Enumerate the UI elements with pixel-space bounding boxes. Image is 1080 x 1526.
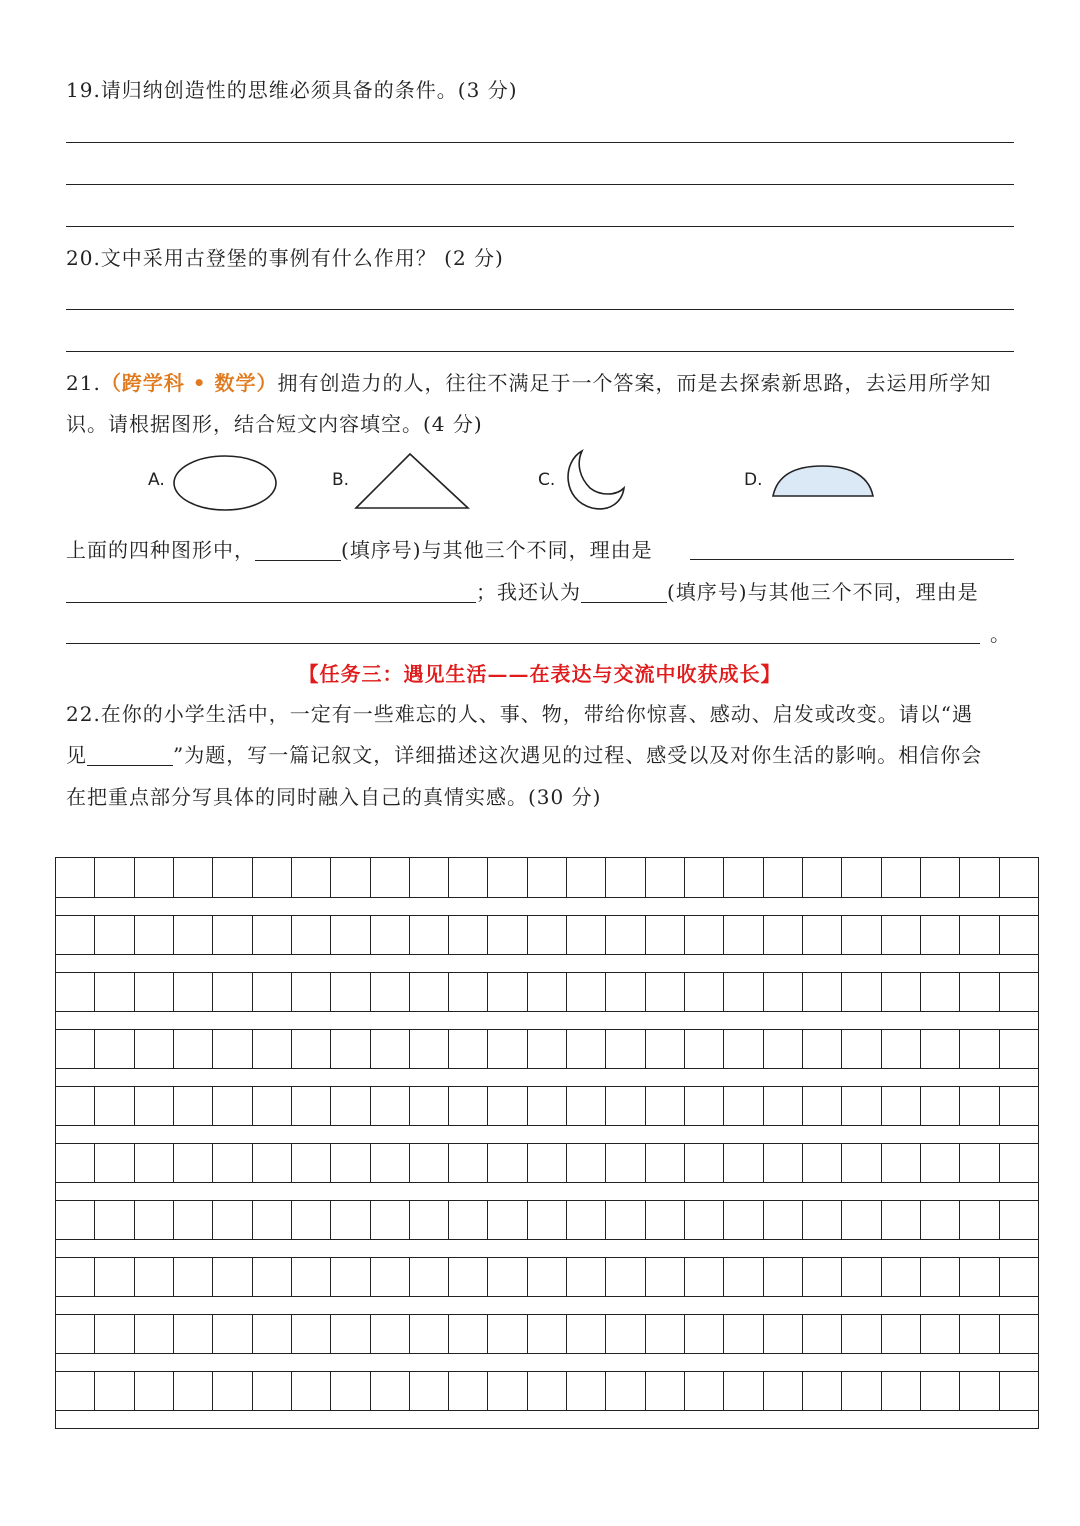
- grid-cell[interactable]: [213, 1372, 252, 1410]
- question-21-number: 21.: [66, 371, 101, 395]
- grid-cell[interactable]: [174, 1030, 213, 1068]
- answer-line[interactable]: [66, 226, 1014, 227]
- grid-cell[interactable]: [174, 1315, 213, 1353]
- grid-cell[interactable]: [253, 1201, 292, 1239]
- grid-cell[interactable]: [724, 1087, 763, 1125]
- grid-cell[interactable]: [646, 1372, 685, 1410]
- question-22-line3: 在把重点部分写具体的同时融入自己的真情实感。(30 分): [66, 785, 602, 809]
- grid-cell[interactable]: [724, 973, 763, 1011]
- grid-cell[interactable]: [606, 1201, 645, 1239]
- writing-grid[interactable]: [55, 857, 1039, 1429]
- grid-cell[interactable]: [410, 858, 449, 897]
- grid-cell[interactable]: [882, 1372, 921, 1410]
- grid-cell[interactable]: [606, 858, 645, 897]
- grid-cell[interactable]: [292, 1372, 331, 1410]
- grid-cell[interactable]: [56, 973, 95, 1011]
- grid-cell[interactable]: [292, 1144, 331, 1182]
- grid-cell[interactable]: [213, 916, 252, 954]
- grid-cell[interactable]: [1000, 858, 1038, 897]
- grid-row[interactable]: [56, 1086, 1038, 1126]
- grid-cell[interactable]: [764, 1030, 803, 1068]
- answer-blank[interactable]: [690, 559, 1014, 560]
- grid-cell[interactable]: [764, 916, 803, 954]
- grid-cell[interactable]: [764, 1087, 803, 1125]
- grid-cell[interactable]: [567, 858, 606, 897]
- grid-cell[interactable]: [292, 916, 331, 954]
- grid-row[interactable]: [56, 1371, 1038, 1411]
- grid-cell[interactable]: [56, 1030, 95, 1068]
- grid-row[interactable]: [56, 858, 1038, 898]
- grid-cell[interactable]: [56, 1372, 95, 1410]
- grid-cell[interactable]: [921, 916, 960, 954]
- grid-cell[interactable]: [606, 1372, 645, 1410]
- grid-cell[interactable]: [174, 1372, 213, 1410]
- grid-cell[interactable]: [882, 1087, 921, 1125]
- grid-cell[interactable]: [960, 1258, 999, 1296]
- grid-cell[interactable]: [95, 1087, 134, 1125]
- grid-cell[interactable]: [95, 1201, 134, 1239]
- grid-cell[interactable]: [1000, 1201, 1038, 1239]
- grid-cell[interactable]: [882, 973, 921, 1011]
- grid-cell[interactable]: [135, 916, 174, 954]
- grid-cell[interactable]: [646, 858, 685, 897]
- grid-cell[interactable]: [764, 1201, 803, 1239]
- grid-cell[interactable]: [921, 858, 960, 897]
- answer-blank[interactable]: [66, 580, 476, 603]
- grid-cell[interactable]: [606, 973, 645, 1011]
- grid-cell[interactable]: [921, 973, 960, 1011]
- grid-cell[interactable]: [567, 1258, 606, 1296]
- grid-cell[interactable]: [449, 1030, 488, 1068]
- grid-cell[interactable]: [449, 858, 488, 897]
- triangle-shape-icon: [352, 450, 472, 512]
- grid-cell[interactable]: [331, 916, 370, 954]
- grid-cell[interactable]: [803, 1315, 842, 1353]
- grid-cell[interactable]: [882, 1201, 921, 1239]
- grid-cell[interactable]: [253, 858, 292, 897]
- grid-cell[interactable]: [371, 1201, 410, 1239]
- grid-cell[interactable]: [253, 1087, 292, 1125]
- grid-cell[interactable]: [921, 1201, 960, 1239]
- question-21-line1: [66, 369, 992, 397]
- grid-cell[interactable]: [724, 1258, 763, 1296]
- grid-cell[interactable]: [488, 1030, 527, 1068]
- grid-cell[interactable]: [1000, 1087, 1038, 1125]
- grid-cell[interactable]: [1000, 1030, 1038, 1068]
- grid-cell[interactable]: [921, 1258, 960, 1296]
- grid-cell[interactable]: [685, 1258, 724, 1296]
- grid-cell[interactable]: [56, 1087, 95, 1125]
- grid-cell[interactable]: [724, 916, 763, 954]
- grid-cell[interactable]: [135, 1372, 174, 1410]
- question-22-line2: 见 ”为题，写一篇记叙文，详细描述这次遇见的过程、感受以及对你生活的影响。相信你会: [66, 743, 983, 767]
- grid-cell[interactable]: [174, 1258, 213, 1296]
- grid-cell[interactable]: [1000, 1372, 1038, 1410]
- grid-cell[interactable]: [646, 1030, 685, 1068]
- answer-blank[interactable]: [66, 643, 980, 644]
- grid-cell[interactable]: [371, 1258, 410, 1296]
- grid-cell[interactable]: [842, 858, 881, 897]
- grid-cell[interactable]: [213, 1315, 252, 1353]
- grid-row[interactable]: [56, 972, 1038, 1012]
- grid-cell[interactable]: [449, 1201, 488, 1239]
- grid-cell[interactable]: [764, 1315, 803, 1353]
- grid-cell[interactable]: [528, 1087, 567, 1125]
- grid-cell[interactable]: [960, 1144, 999, 1182]
- grid-cell[interactable]: [135, 1258, 174, 1296]
- grid-cell[interactable]: [1000, 1315, 1038, 1353]
- grid-cell[interactable]: [803, 916, 842, 954]
- grid-cell[interactable]: [95, 858, 134, 897]
- grid-cell[interactable]: [371, 1087, 410, 1125]
- grid-cell[interactable]: [803, 1087, 842, 1125]
- grid-cell[interactable]: [606, 1315, 645, 1353]
- shape-label-a: A.: [148, 470, 165, 490]
- grid-cell[interactable]: [410, 973, 449, 1011]
- grid-cell[interactable]: [95, 1030, 134, 1068]
- grid-row[interactable]: [56, 1143, 1038, 1183]
- grid-cell[interactable]: [528, 1201, 567, 1239]
- semi-ellipse-shape-icon: [770, 462, 876, 502]
- grid-cell[interactable]: [567, 973, 606, 1011]
- grid-cell[interactable]: [528, 1030, 567, 1068]
- grid-cell[interactable]: [960, 858, 999, 897]
- grid-cell[interactable]: [253, 1144, 292, 1182]
- grid-cell[interactable]: [921, 1030, 960, 1068]
- shape-figures: [140, 448, 900, 518]
- grid-cell[interactable]: [685, 973, 724, 1011]
- grid-cell[interactable]: [449, 916, 488, 954]
- grid-cell[interactable]: [371, 1144, 410, 1182]
- grid-cell[interactable]: [724, 1030, 763, 1068]
- grid-cell[interactable]: [803, 1030, 842, 1068]
- grid-cell[interactable]: [292, 858, 331, 897]
- grid-cell[interactable]: [331, 1315, 370, 1353]
- grid-cell[interactable]: [842, 1372, 881, 1410]
- grid-cell[interactable]: [1000, 1258, 1038, 1296]
- grid-cell[interactable]: [410, 1372, 449, 1410]
- grid-cell[interactable]: [646, 916, 685, 954]
- grid-cell[interactable]: [882, 1258, 921, 1296]
- grid-cell[interactable]: [567, 1087, 606, 1125]
- grid-cell[interactable]: [764, 1258, 803, 1296]
- grid-cell[interactable]: [528, 1144, 567, 1182]
- grid-cell[interactable]: [292, 1087, 331, 1125]
- title-blank[interactable]: [87, 743, 173, 766]
- grid-cell[interactable]: [488, 1201, 527, 1239]
- grid-cell[interactable]: [331, 1144, 370, 1182]
- grid-cell[interactable]: [488, 1372, 527, 1410]
- shape-label-c: C.: [538, 470, 556, 490]
- grid-cell[interactable]: [56, 1201, 95, 1239]
- grid-cell[interactable]: [56, 858, 95, 897]
- grid-cell[interactable]: [882, 1315, 921, 1353]
- grid-cell[interactable]: [606, 1030, 645, 1068]
- grid-cell[interactable]: [724, 1315, 763, 1353]
- grid-cell[interactable]: [567, 916, 606, 954]
- grid-cell[interactable]: [135, 858, 174, 897]
- grid-cell[interactable]: [135, 1315, 174, 1353]
- grid-cell[interactable]: [213, 1087, 252, 1125]
- grid-cell[interactable]: [567, 1030, 606, 1068]
- grid-cell[interactable]: [449, 973, 488, 1011]
- grid-cell[interactable]: [410, 1315, 449, 1353]
- grid-cell[interactable]: [174, 858, 213, 897]
- grid-cell[interactable]: [174, 1087, 213, 1125]
- grid-cell[interactable]: [135, 1144, 174, 1182]
- fill-in-line-1: 上面的四种图形中， (填序号)与其他三个不同，理由是: [66, 538, 653, 562]
- grid-cell[interactable]: [174, 973, 213, 1011]
- grid-cell[interactable]: [803, 973, 842, 1011]
- grid-cell[interactable]: [331, 973, 370, 1011]
- grid-cell[interactable]: [488, 1315, 527, 1353]
- grid-cell[interactable]: [95, 1258, 134, 1296]
- cross-subject-tag: （跨学科 • 数学）: [100, 371, 278, 395]
- grid-cell[interactable]: [488, 858, 527, 897]
- question-22-line1: 22.在你的小学生活中，一定有一些难忘的人、事、物，带给你惊喜、感动、启发或改变。请以“遇: [66, 702, 974, 726]
- grid-cell[interactable]: [1000, 1144, 1038, 1182]
- answer-blank[interactable]: [255, 538, 341, 561]
- grid-cell[interactable]: [449, 1087, 488, 1125]
- grid-cell[interactable]: [488, 973, 527, 1011]
- grid-cell[interactable]: [842, 1258, 881, 1296]
- grid-cell[interactable]: [567, 1372, 606, 1410]
- grid-cell[interactable]: [882, 1030, 921, 1068]
- grid-cell[interactable]: [488, 916, 527, 954]
- grid-cell[interactable]: [331, 1087, 370, 1125]
- grid-cell[interactable]: [882, 916, 921, 954]
- grid-cell[interactable]: [724, 1201, 763, 1239]
- grid-cell[interactable]: [488, 1144, 527, 1182]
- grid-cell[interactable]: [56, 916, 95, 954]
- grid-cell[interactable]: [95, 1315, 134, 1353]
- grid-cell[interactable]: [646, 1258, 685, 1296]
- grid-cell[interactable]: [292, 1315, 331, 1353]
- grid-cell[interactable]: [882, 858, 921, 897]
- grid-cell[interactable]: [174, 1201, 213, 1239]
- grid-cell[interactable]: [882, 1144, 921, 1182]
- grid-cell[interactable]: [174, 916, 213, 954]
- grid-cell[interactable]: [528, 973, 567, 1011]
- grid-cell[interactable]: [685, 1144, 724, 1182]
- grid-cell[interactable]: [960, 916, 999, 954]
- grid-cell[interactable]: [410, 1087, 449, 1125]
- grid-cell[interactable]: [253, 916, 292, 954]
- grid-cell[interactable]: [960, 1087, 999, 1125]
- grid-cell[interactable]: [253, 1258, 292, 1296]
- grid-cell[interactable]: [842, 1144, 881, 1182]
- grid-cell[interactable]: [1000, 916, 1038, 954]
- grid-cell[interactable]: [292, 1201, 331, 1239]
- grid-cell[interactable]: [528, 1372, 567, 1410]
- grid-cell[interactable]: [960, 1372, 999, 1410]
- grid-cell[interactable]: [842, 1030, 881, 1068]
- question-21-text: 拥有创造力的人，往往不满足于一个答案，而是去探索新思路，去运用所学知: [277, 371, 992, 395]
- grid-cell[interactable]: [213, 1144, 252, 1182]
- grid-cell[interactable]: [724, 1144, 763, 1182]
- grid-cell[interactable]: [213, 1258, 252, 1296]
- grid-cell[interactable]: [803, 858, 842, 897]
- grid-cell[interactable]: [646, 1144, 685, 1182]
- grid-cell[interactable]: [842, 1201, 881, 1239]
- grid-cell[interactable]: [56, 1315, 95, 1353]
- grid-cell[interactable]: [213, 973, 252, 1011]
- crescent-shape-icon: [560, 448, 630, 514]
- grid-cell[interactable]: [606, 1258, 645, 1296]
- answer-line[interactable]: [66, 309, 1014, 310]
- grid-cell[interactable]: [606, 1144, 645, 1182]
- grid-cell[interactable]: [567, 1144, 606, 1182]
- grid-cell[interactable]: [960, 1201, 999, 1239]
- grid-cell[interactable]: [213, 1201, 252, 1239]
- grid-cell[interactable]: [842, 973, 881, 1011]
- grid-cell[interactable]: [410, 1144, 449, 1182]
- grid-cell[interactable]: [960, 1030, 999, 1068]
- grid-cell[interactable]: [371, 858, 410, 897]
- grid-cell[interactable]: [331, 1201, 370, 1239]
- answer-line[interactable]: [66, 351, 1014, 352]
- shape-label-d: D.: [744, 470, 763, 490]
- shape-label-b: B.: [332, 470, 350, 490]
- grid-cell[interactable]: [488, 1087, 527, 1125]
- question-19: 19.请归纳创造性的思维必须具备的条件。(3 分): [66, 78, 518, 102]
- grid-cell[interactable]: [292, 973, 331, 1011]
- answer-line[interactable]: [66, 184, 1014, 185]
- grid-cell[interactable]: [331, 1372, 370, 1410]
- grid-cell[interactable]: [253, 973, 292, 1011]
- grid-cell[interactable]: [135, 1201, 174, 1239]
- grid-cell[interactable]: [724, 1372, 763, 1410]
- grid-cell[interactable]: [803, 1201, 842, 1239]
- grid-cell[interactable]: [528, 1315, 567, 1353]
- grid-cell[interactable]: [371, 973, 410, 1011]
- grid-cell[interactable]: [95, 1144, 134, 1182]
- grid-cell[interactable]: [921, 1315, 960, 1353]
- grid-cell[interactable]: [764, 973, 803, 1011]
- grid-cell[interactable]: [449, 1372, 488, 1410]
- grid-cell[interactable]: [56, 1258, 95, 1296]
- grid-cell[interactable]: [449, 1144, 488, 1182]
- grid-row[interactable]: [56, 1200, 1038, 1240]
- grid-cell[interactable]: [567, 1315, 606, 1353]
- grid-cell[interactable]: [410, 1201, 449, 1239]
- grid-cell[interactable]: [292, 1030, 331, 1068]
- grid-cell[interactable]: [253, 1030, 292, 1068]
- grid-cell[interactable]: [685, 1315, 724, 1353]
- grid-cell[interactable]: [95, 1372, 134, 1410]
- grid-cell[interactable]: [95, 916, 134, 954]
- grid-cell[interactable]: [331, 1258, 370, 1296]
- grid-cell[interactable]: [685, 1201, 724, 1239]
- grid-cell[interactable]: [685, 1030, 724, 1068]
- grid-cell[interactable]: [331, 858, 370, 897]
- grid-cell[interactable]: [410, 916, 449, 954]
- grid-cell[interactable]: [410, 1030, 449, 1068]
- grid-cell[interactable]: [803, 1372, 842, 1410]
- grid-cell[interactable]: [174, 1144, 213, 1182]
- grid-row[interactable]: [56, 1314, 1038, 1354]
- grid-cell[interactable]: [921, 1087, 960, 1125]
- grid-row[interactable]: [56, 1029, 1038, 1069]
- grid-cell[interactable]: [213, 858, 252, 897]
- grid-cell[interactable]: [331, 1030, 370, 1068]
- grid-cell[interactable]: [371, 1030, 410, 1068]
- grid-cell[interactable]: [724, 858, 763, 897]
- grid-cell[interactable]: [803, 1144, 842, 1182]
- grid-cell[interactable]: [213, 1030, 252, 1068]
- question-20: 20.文中采用古登堡的事例有什么作用？ (2 分): [66, 246, 504, 270]
- grid-cell[interactable]: [803, 1258, 842, 1296]
- grid-cell[interactable]: [371, 1372, 410, 1410]
- question-21-line2: 识。请根据图形，结合短文内容填空。(4 分): [66, 412, 483, 436]
- grid-cell[interactable]: [449, 1315, 488, 1353]
- fill-in-line-2: ；我还认为 (填序号)与其他三个不同，理由是: [66, 578, 979, 606]
- grid-cell[interactable]: [646, 1315, 685, 1353]
- grid-cell[interactable]: [253, 1372, 292, 1410]
- grid-cell[interactable]: [488, 1258, 527, 1296]
- grid-cell[interactable]: [960, 973, 999, 1011]
- grid-cell[interactable]: [528, 858, 567, 897]
- grid-cell[interactable]: [646, 1087, 685, 1125]
- grid-cell[interactable]: [842, 916, 881, 954]
- grid-cell[interactable]: [842, 1087, 881, 1125]
- grid-cell[interactable]: [528, 1258, 567, 1296]
- grid-cell[interactable]: [764, 1372, 803, 1410]
- grid-cell[interactable]: [685, 1087, 724, 1125]
- grid-cell[interactable]: [449, 1258, 488, 1296]
- grid-cell[interactable]: [842, 1315, 881, 1353]
- grid-cell[interactable]: [371, 916, 410, 954]
- grid-cell[interactable]: [646, 973, 685, 1011]
- grid-cell[interactable]: [135, 1087, 174, 1125]
- grid-cell[interactable]: [135, 973, 174, 1011]
- grid-cell[interactable]: [685, 858, 724, 897]
- grid-cell[interactable]: [528, 916, 567, 954]
- grid-cell[interactable]: [606, 916, 645, 954]
- grid-cell[interactable]: [921, 1372, 960, 1410]
- grid-cell[interactable]: [646, 1201, 685, 1239]
- grid-cell[interactable]: [292, 1258, 331, 1296]
- grid-cell[interactable]: [606, 1087, 645, 1125]
- grid-cell[interactable]: [253, 1315, 292, 1353]
- grid-cell[interactable]: [1000, 973, 1038, 1011]
- answer-blank[interactable]: [581, 580, 667, 603]
- grid-cell[interactable]: [764, 1144, 803, 1182]
- period-mark: 。: [990, 622, 1011, 646]
- grid-row[interactable]: [56, 1257, 1038, 1297]
- grid-cell[interactable]: [56, 1144, 95, 1182]
- grid-cell[interactable]: [567, 1201, 606, 1239]
- grid-cell[interactable]: [764, 858, 803, 897]
- ellipse-shape-icon: [170, 452, 280, 514]
- grid-cell[interactable]: [410, 1258, 449, 1296]
- grid-cell[interactable]: [371, 1315, 410, 1353]
- grid-cell[interactable]: [135, 1030, 174, 1068]
- grid-cell[interactable]: [95, 973, 134, 1011]
- answer-line[interactable]: [66, 142, 1014, 143]
- grid-cell[interactable]: [921, 1144, 960, 1182]
- grid-cell[interactable]: [960, 1315, 999, 1353]
- grid-cell[interactable]: [685, 1372, 724, 1410]
- grid-row[interactable]: [56, 915, 1038, 955]
- grid-cell[interactable]: [685, 916, 724, 954]
- task3-heading: 【任务三：遇见生活——在表达与交流中收获成长】: [298, 662, 782, 686]
